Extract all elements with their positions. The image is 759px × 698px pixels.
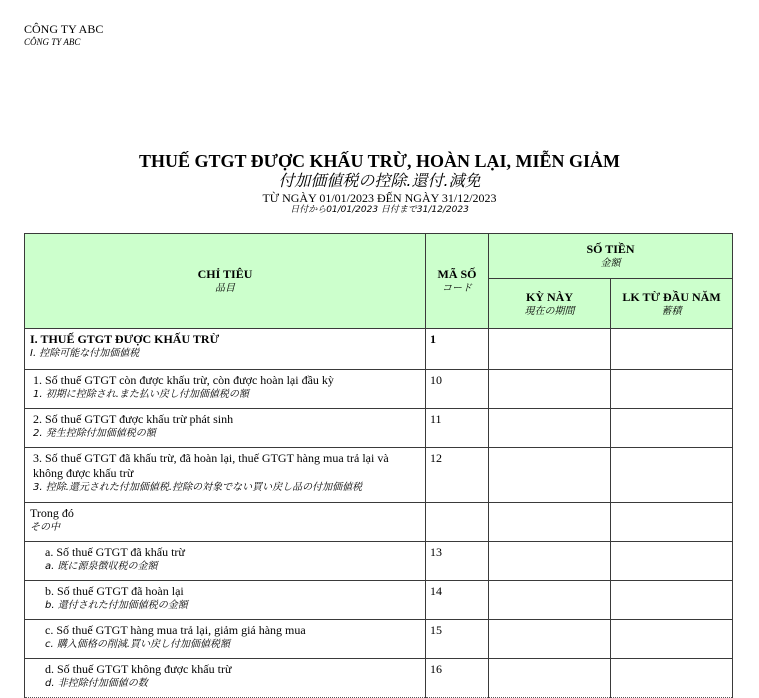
row-label-jp: d. 非控除付加価値の数 xyxy=(45,678,148,689)
header-ky-nay-jp: 現在の期間 xyxy=(524,305,575,317)
report-title-block xyxy=(0,150,759,216)
row-ky-nay xyxy=(489,370,611,409)
row-lk xyxy=(611,329,733,370)
report-title-jp: 付加価値税の控除.還付.減免 xyxy=(278,171,481,190)
row-label-jp: その中 xyxy=(30,522,60,533)
row-label-jp: a. 既に源泉徴収税の金額 xyxy=(45,561,158,572)
row-lk xyxy=(611,409,733,448)
header-lk-label: LK TỪ ĐẦU NĂM xyxy=(622,289,721,304)
header-ma-so-jp: コード xyxy=(442,283,472,294)
row-label-jp: 1. 初期に控除され.また払い戻し付加価値税の額 xyxy=(33,389,249,400)
row-label: c. Số thuế GTGT hàng mua trả lại, giảm giá hàng mua xyxy=(45,623,306,637)
table-row xyxy=(25,620,733,659)
row-label-cell xyxy=(25,370,426,409)
header-chi-tieu-jp: 品目 xyxy=(215,283,235,294)
row-code: 10 xyxy=(426,370,489,409)
row-ky-nay xyxy=(489,659,611,698)
table-row xyxy=(25,329,733,370)
row-ky-nay xyxy=(489,542,611,581)
vat-table xyxy=(24,233,733,698)
row-lk xyxy=(611,542,733,581)
header-ma-so-label: MÃ SỐ xyxy=(437,267,477,281)
row-label-jp: I. 控除可能な付加価値税 xyxy=(30,348,140,359)
row-lk xyxy=(611,370,733,409)
row-code: 1 xyxy=(426,329,489,370)
report-title: THUẾ GTGT ĐƯỢC KHẤU TRỪ, HOÀN LẠI, MIỄN GIẢM xyxy=(138,151,621,171)
row-label-cell xyxy=(25,503,426,542)
row-label-cell xyxy=(25,620,426,659)
row-label: b. Số thuế GTGT đã hoàn lại xyxy=(45,584,184,598)
row-ky-nay xyxy=(489,409,611,448)
row-ky-nay xyxy=(489,620,611,659)
row-ky-nay xyxy=(489,448,611,503)
table-row xyxy=(25,448,733,503)
row-lk xyxy=(611,448,733,503)
header-so-tien-jp: 金額 xyxy=(600,258,621,269)
row-lk xyxy=(611,659,733,698)
report-date-range-jp: 日付から01/01/2023 日付まで31/12/2023 xyxy=(290,205,469,215)
header-chi-tieu-label: CHỈ TIÊU xyxy=(197,267,253,281)
table-row xyxy=(25,659,733,698)
row-code: 13 xyxy=(426,542,489,581)
header-so-tien-label: SỐ TIỀN xyxy=(586,242,635,256)
row-code: 15 xyxy=(426,620,489,659)
row-label-cell xyxy=(25,329,426,370)
row-code: 14 xyxy=(426,581,489,620)
row-label: a. Số thuế GTGT đã khấu trừ xyxy=(45,545,185,559)
table-row xyxy=(25,542,733,581)
row-label: 1. Số thuế GTGT còn được khấu trừ, còn được hoàn lại đầu kỳ xyxy=(33,373,334,387)
row-label-cell xyxy=(25,542,426,581)
row-label: 3. Số thuế GTGT đã khấu trừ, đã hoàn lại, thuế GTGT hàng mua trả lại và không được khấu trừ xyxy=(33,451,389,480)
header-chi-tieu xyxy=(25,234,426,329)
row-ky-nay xyxy=(489,581,611,620)
row-code xyxy=(426,503,489,542)
row-lk xyxy=(611,581,733,620)
row-label-cell xyxy=(25,448,426,503)
table-row xyxy=(25,409,733,448)
report-date-range: TỪ NGÀY 01/01/2023 ĐẾN NGÀY 31/12/2023 xyxy=(262,191,497,205)
row-label-jp: c. 購入価格の削減.買い戻し付加価値税額 xyxy=(45,639,231,650)
header-ky-nay xyxy=(489,279,611,329)
header-ma-so xyxy=(426,234,489,329)
row-ky-nay xyxy=(489,329,611,370)
row-ky-nay xyxy=(489,503,611,542)
row-lk xyxy=(611,620,733,659)
row-label: d. Số thuế GTGT không được khấu trừ xyxy=(45,662,232,676)
header-lk xyxy=(611,279,733,329)
table-row xyxy=(25,370,733,409)
header-so-tien xyxy=(489,234,733,279)
row-code: 11 xyxy=(426,409,489,448)
table-row xyxy=(25,503,733,542)
table-row xyxy=(25,581,733,620)
row-label-jp: b. 還付された付加価値税の金額 xyxy=(45,600,188,611)
row-label: Trong đó xyxy=(30,506,74,520)
row-label-jp: 2. 発生控除付加価値税の額 xyxy=(33,428,156,439)
row-lk xyxy=(611,503,733,542)
row-label-cell xyxy=(25,659,426,698)
row-code: 12 xyxy=(426,448,489,503)
row-label: 2. Số thuế GTGT được khấu trừ phát sinh xyxy=(33,412,234,426)
company-name-sub: CÔNG TY ABC xyxy=(24,37,81,47)
header-lk-jp: 蓄積 xyxy=(661,305,682,317)
row-label: I. THUẾ GTGT ĐƯỢC KHẤU TRỪ xyxy=(30,332,220,346)
company-header xyxy=(24,22,103,48)
row-code: 16 xyxy=(426,659,489,698)
row-label-jp: 3. 控除.還元された付加価値税.控除の対象でない買い戻し品の付加価値税 xyxy=(33,482,363,493)
row-label-cell xyxy=(25,581,426,620)
row-label-cell xyxy=(25,409,426,448)
header-ky-nay-label: KỲ NÀY xyxy=(526,289,573,304)
company-name: CÔNG TY ABC xyxy=(24,22,104,36)
